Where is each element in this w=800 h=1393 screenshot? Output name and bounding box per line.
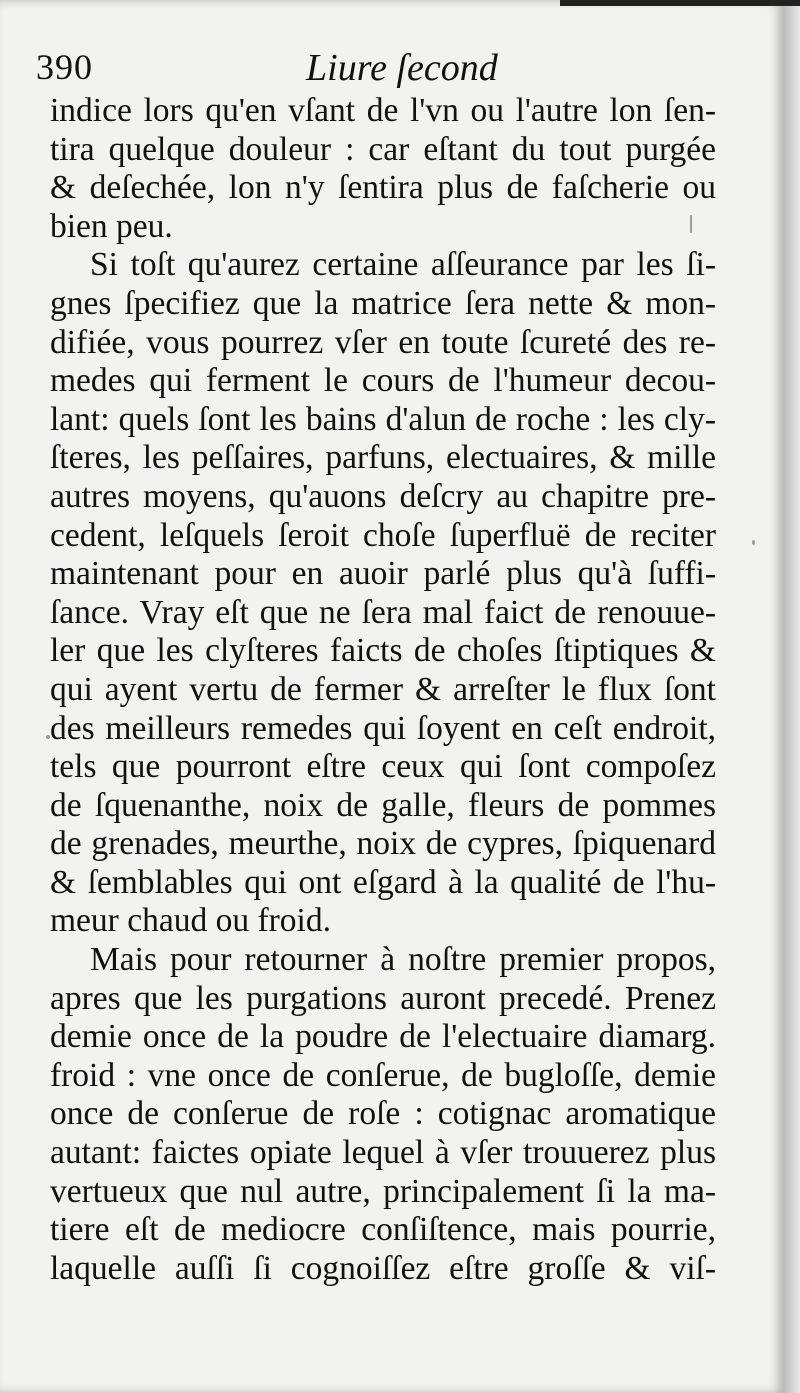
text-line: cedent, leſquels ſeroit choſe ſuperfluë de reciter bbox=[50, 516, 716, 554]
text-line: bien peu. bbox=[50, 207, 173, 245]
ink-speck bbox=[752, 540, 755, 545]
text-line: ſteres, les peſſaires, parfuns, electuaires, & mille bbox=[50, 439, 716, 477]
text-line: gnes ſpecifiez que la matrice ſera nette & mon- bbox=[50, 284, 716, 322]
text-line: lant: quels ſont les bains d'alun de roche : les cly- bbox=[50, 400, 716, 438]
text-line: & deſechée, lon n'y ſentira plus de faſcherie ou bbox=[50, 169, 716, 207]
text-line: indice lors qu'en vſant de l'vn ou l'autre lon ſen- bbox=[50, 92, 716, 129]
scan-border bbox=[560, 0, 800, 6]
text-line: & ſemblables qui ont eſgard à la qualité de l'hu- bbox=[50, 863, 716, 901]
text-line: ſance. Vray eſt que ne ſera mal faict de renouue- bbox=[50, 593, 716, 631]
page-header bbox=[36, 46, 716, 96]
text-line: demie once de la poudre de l'electuaire diamarg. bbox=[50, 1018, 716, 1056]
text-line: Si toſt qu'aurez certaine aſſeurance par les ſi- bbox=[90, 246, 716, 284]
text-line: ler que les clyſteres faicts de choſes ſtiptiques & bbox=[50, 632, 716, 670]
text-line: difiée, vous pourrez vſer en toute ſcureté des re- bbox=[50, 323, 716, 361]
text-line: des meilleurs remedes qui ſoyent en ceſt endroit, bbox=[50, 709, 716, 747]
text-line: vertueux que nul autre, principalement ſi la ma- bbox=[50, 1172, 716, 1210]
text-line: froid : vne once de conſerue, de bugloſſe, demie bbox=[50, 1056, 716, 1094]
text-line: de grenades, meurthe, noix de cypres, ſpiquenard bbox=[50, 825, 716, 863]
text-line: autres moyens, qu'auons deſcry au chapitre pre- bbox=[50, 477, 716, 515]
running-title: Liure ſecond bbox=[306, 47, 498, 89]
text-line: tiere eſt de mediocre conſiſtence, mais pourrie, bbox=[50, 1211, 716, 1249]
ink-speck bbox=[46, 735, 50, 739]
text-line: medes qui ferment le cours de l'humeur decou- bbox=[50, 362, 716, 400]
page-number: 390 bbox=[36, 47, 93, 87]
text-line: tels que pourront eſtre ceux qui ſont compoſez bbox=[50, 748, 716, 786]
text-line: maintenant pour en auoir parlé plus qu'à ſuffi- bbox=[50, 555, 716, 593]
page-edge bbox=[784, 0, 800, 1393]
text-line: autant: faictes opiate lequel à vſer trouuerez plus bbox=[50, 1134, 716, 1172]
text-line: laquelle auſſi ſi cognoiſſez eſtre groſſe & viſ- bbox=[50, 1249, 716, 1287]
text-line: once de conſerue de roſe : cotignac aromatique bbox=[50, 1095, 716, 1133]
text-line: de ſquenanthe, noix de galle, fleurs de pommes bbox=[50, 786, 716, 824]
text-line: qui ayent vertu de fermer & arreſter le flux ſont bbox=[50, 670, 716, 708]
text-line: meur chaud ou froid. bbox=[50, 902, 331, 940]
ink-speck bbox=[690, 215, 692, 233]
text-line: tira quelque douleur : car eſtant du tout purgée bbox=[50, 130, 716, 168]
text-line: Mais pour retourner à noſtre premier propos, bbox=[90, 941, 716, 979]
body-text bbox=[50, 92, 716, 1288]
text-line: apres que les purgations auront precedé. Prenez bbox=[50, 979, 716, 1017]
